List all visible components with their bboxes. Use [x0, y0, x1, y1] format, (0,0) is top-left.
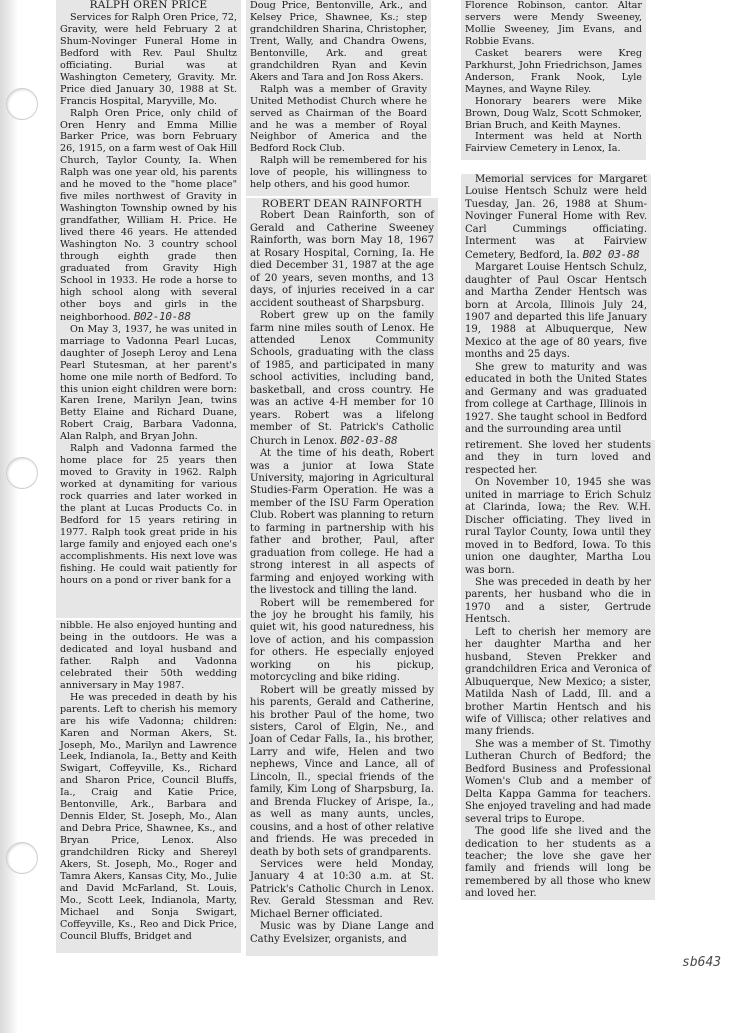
obituary-paragraph: The good life she lived and the dedication to her students as a teacher; the love she gave her family and friends will long be remembered by all those who knew and loved her. — [465, 826, 651, 900]
obituary-paragraph: Casket bearers were Kreg Parkhurst, John Friedrichson, James Anderson, Frank Nook, Lyle Maynes, and Wayne Riley. — [465, 47, 642, 95]
obituary-paragraph: Left to cherish her memory are her daughter Martha and her husband, Steven Prekker and grandchildren Erica and Veronica of Albuquerque, New Mexico; a sister, Matilda Nash of Ladd, Ill. and a brother Martin Hentsch and his wife of Villisca; other relatives and many friends. — [465, 626, 651, 738]
obituary-headline-ralph-price: RALPH OREN PRICE — [89, 0, 208, 11]
obituary-paragraph: Memorial services for Margaret Louise Hentsch Schulz were held Tuesday, Jan. 26, 1988 at Shum-Novinger Funeral Home with Rev. Carl Cummings officiating. Interment was at Fairview Cemetery, Bedford, Ia. B02 03-88 — [465, 174, 647, 261]
clipping-ralph-price-part1 — [56, 0, 241, 618]
obituary-paragraph: Robert will be remembered for the joy he brought his family, his quiet wit, his good naturedness, his love of action, and his compassion for others. He especially enjoyed working on his pickup, motorcycling and bike riding. — [250, 597, 434, 684]
obituary-paragraph: At the time of his death, Robert was a junior at Iowa State University, majoring in Agricultural Studies-Farm Operation. He was a member of the ISU Farm Operation Club. Robert was planning to return to farming in partnership with his father and brother, Paul, after graduation from college. He had a strong interest in all aspects of farming and enjoyed working with the livestock and tilling the land. — [250, 448, 434, 597]
obituary-paragraph: Interment was held at North Fairview Cemetery in Lenox, Ia. — [465, 131, 642, 155]
binder-edge — [0, 0, 18, 1033]
clipping-robert-rainforth-part2 — [461, 0, 646, 160]
obituary-paragraph: On May 3, 1937, he was united in marriage to Vadonna Pearl Lucas, daughter of Joseph Leroy and Lena Pearl Stutesman, at her parent's home one mile north of Bedford. To this union eight children were born: Karen Irene, Marilyn Jean, twins Betty Elaine and Richard Duane, Robert Craig, Barbara Vadonna, Alan Ralph, and Bryan John. — [60, 323, 237, 443]
obituary-paragraph: Florence Robinson, cantor. Altar servers were Mendy Sweeney, Mollie Sweeney, Jim Evans, and Robbie Evans. — [465, 0, 642, 47]
obituary-paragraph: Doug Price, Bentonville, Ark., and Kelsey Price, Shawnee, Ks.; step grandchildren Sharina, Christopher, Trent, Wally, and Chandra Owens, Bentonville, Ark. and great grandchildren Ryan and Kevin Akers and Tara and Jon Ross Akers. — [250, 0, 427, 83]
handwritten-date-note: B02-03-88 — [340, 433, 398, 447]
obituary-paragraph: Services for Ralph Oren Price, 72, Gravity, were held February 2 at Shum-Novinger Funeral Home in Bedford with Rev. Paul Shultz officiating. Burial was at Washington Cemetery, Gravity. Mr. Price died January 30, 1988 at St. Francis Hospital, Maryville, Mo. — [60, 11, 237, 107]
handwritten-date-note: B02 03-88 — [582, 247, 640, 261]
obituary-paragraph: Ralph and Vadonna farmed the home place for 25 years then moved to Gravity in 1962. Ralph worked at dynamiting for various rock quarries and later worked in the plant at Lucas Products Co. in Bedford for 15 years retiring in 1977. Ralph took great pride in his large family and enjoyed each one's accomplishments. His next love was fishing. He could wait patiently for hours on a pond or river bank for a — [60, 443, 237, 586]
obituary-paragraph: Robert Dean Rainforth, son of Gerald and Catherine Sweeney Rainforth, was born May 18, 1967 at Rosary Hospital, Corning, Ia. He died December 31, 1987 at the age of 20 years, seven months, and 13 days, of injuries received in a car accident southeast of Sharpsburg. — [250, 210, 434, 309]
obituary-paragraph: Ralph will be remembered for his love of people, his willingness to help others, and his good humor. — [250, 155, 427, 191]
obituary-paragraph: Ralph was a member of Gravity United Methodist Church where he served as Chairman of the Board and he was a member of Royal Neighbor of America and the Bedford Rock Club. — [250, 83, 427, 155]
obituary-headline-robert-rainforth: ROBERT DEAN RAINFORTH — [261, 198, 423, 210]
obituary-paragraph: Robert grew up on the family farm nine miles south of Lenox. He attended Lenox Community Schools, graduating with the class of 1985, and participated in many school activities, including band, basketball, and cross country. He was an active 4-H member for 10 years. Robert was a lifelong member of St. Patrick's Catholic Church in Lenox. B02-03-88 — [250, 310, 434, 447]
obituary-paragraph: She was a member of St. Timothy Lutheran Church of Bedford; the Bedford Business and Professional Women's Club and a member of Delta Kappa Gamma for teachers. She enjoyed traveling and had made several trips to Europe. — [465, 738, 651, 825]
obituary-paragraph: nibble. He also enjoyed hunting and being in the outdoors. He was a dedicated and loyal husband and father. Ralph and Vadonna celebrated their 50th wedding anniversary in May 1987. — [60, 620, 237, 691]
handwritten-page-number: sb643 — [682, 955, 722, 970]
clipping-robert-rainforth — [246, 198, 438, 956]
obituary-paragraph: retirement. She loved her students and they in turn loved and respected her. — [465, 440, 651, 476]
clipping-margaret-schulz-part2 — [461, 440, 655, 900]
obituary-paragraph: He was preceded in death by his parents. Left to cherish his memory are his wife Vadonna; children: Karen and Norman Akers, St. Joseph, Mo., Marilyn and Lawrence Leek, Indianola, Ia., Betty and Keith Swigart, Coffeyville, Ks., Richard and Sharon Price, Council Bluffs, Ia., Craig and Katie Price, Bentonville, Ark., Barbara and Dennis Elder, St. Joseph, Mo., Alan and Debra Price, Shawnee, Ks., and Bryan Price, Lenox. Also grandchildren Ricky and Shereyl Akers, St. Joseph, Mo., Roger and Tamra Akers, Kansas City, Mo., Julie and David McFarland, St. Louis, Mo., Scott Leek, Indianola, Marty, Michael and Sonja Swigart, Coffeyville, Ks., Reo and Dick Price, Council Bluffs, Bridget and — [60, 691, 237, 942]
obituary-paragraph: She grew to maturity and was educated in both the United States and Germany and was graduated from college at Carthage, Illinois in 1927. She taught school in Bedford and the surrounding area until — [465, 361, 647, 436]
obituary-paragraph: On November 10, 1945 she was united in marriage to Erich Schulz at Clarinda, Iowa; the Rev. W.H. Discher officiating. They lived in rural Taylor County, Iowa until they moved in to Bedford, Iowa. To this union one daughter, Martha Lou was born. — [465, 477, 651, 576]
obituary-paragraph: Robert will be greatly missed by his parents, Gerald and Catherine, his brother Paul of the home, two sisters, Carol of Elgin, Ne., and Joan of Cedar Falls, Ia., his brother, Larry and wife, Helen and two nephews, Vince and Lance, all of Lincoln, Il., special friends of the family, Kim Long of Sharpsburg, Ia. and Brenda Fluckey of Arispe, Ia., as well as many aunts, uncles, cousins, and a host of other relative and friends. He was preceded in death by both sets of grandparents. — [250, 684, 434, 858]
clipping-ralph-price-part2 — [56, 620, 241, 953]
handwritten-date-note: B02-10-88 — [133, 309, 191, 323]
obituary-paragraph: Honorary bearers were Mike Brown, Doug Walz, Scott Schmoker, Brian Bruch, and Keith Maynes. — [465, 95, 642, 131]
obituary-paragraph: Music was by Diane Lange and Cathy Evelsizer, organists, and — [250, 921, 434, 945]
obituary-paragraph: Ralph Oren Price, only child of Oren Henry and Emma Millie Barker Price, was born February 26, 1915, on a farm west of Oak Hill Church, Taylor County, Ia. When Ralph was one year old, his parents and he moved to the "home place" five miles northwest of Gravity in Washington Township owned by his grandfather, William H. Price. He lived there 46 years. He attended Washington No. 3 country school through eighth grade then graduated from Gravity High School in 1933. He rode a horse to high school along with several other boys and girls in the neighborhood. B02-10-88 — [60, 107, 237, 323]
obituary-paragraph: She was preceded in death by her parents, her husband who die in 1970 and a sister, Gertrude Hentsch. — [465, 576, 651, 626]
binder-hole-bottom — [6, 842, 38, 874]
binder-hole-middle — [6, 457, 38, 489]
binder-hole-top — [6, 88, 38, 120]
obituary-paragraph: Margaret Louise Hentsch Schulz, daughter of Paul Oscar Hentsch and Martha Zender Hentsch was born at Arcola, Illinois July 24, 1907 and departed this life January 19, 1988 at Albuquerque, New Mexico at the age of 80 years, five months and 25 days. — [465, 262, 647, 361]
clipping-ralph-price-part3 — [246, 0, 431, 196]
clipping-margaret-schulz-part1 — [461, 174, 651, 440]
obituary-paragraph: Services were held Monday, January 4 at 10:30 a.m. at St. Patrick's Catholic Church in Lenox. Rev. Gerald Stessman and Rev. Michael Berner officiated. — [250, 859, 434, 920]
